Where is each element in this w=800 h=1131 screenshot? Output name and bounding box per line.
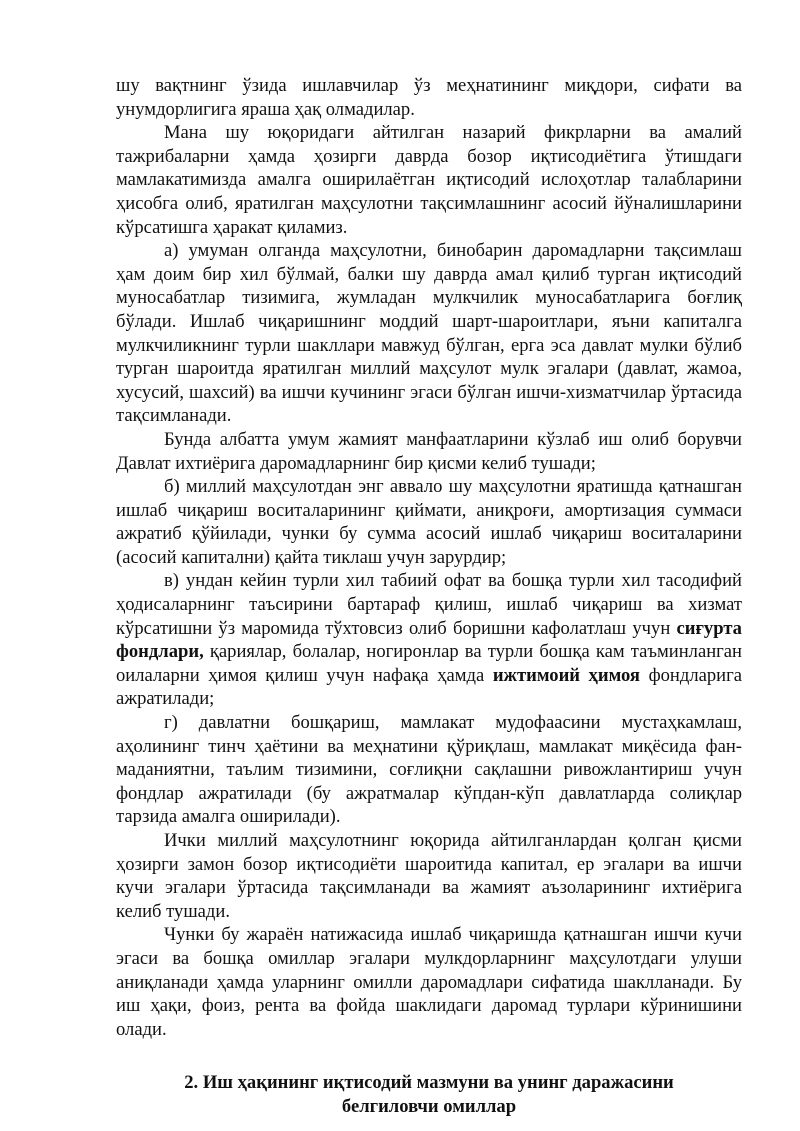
paragraph: Бунда албатта умум жамият манфаатларини кўзлаб иш олиб борувчи Давлат ихтиёрига даромадларнинг бир қисми келиб тушади; (116, 428, 742, 474)
section-heading-line: белгиловчи омиллар (341, 1095, 517, 1117)
paragraph: Ички миллий маҳсулотнинг юқорида айтилганлардан қолган қисми ҳозирги замон бозор иқтисодиёти шароитида капитал, ер эгалари ва ишчи кучи эгалари ўртасида тақсимланади ва жамият аъзоларининг ихтиёрига келиб тушади. (116, 830, 742, 922)
paragraph: шу вақтнинг ўзида ишлавчилар ўз меҳнатининг миқдори, сифати ва унумдорлигига яраша ҳақ олмадилар. (116, 75, 742, 120)
paragraph-item-a: а) умуман олганда маҳсулотни, бинобарин даромадларни тақсимлаш ҳам доим бир хил бўлмай, балки шу даврда амал қилиб турган иқтисодий муносабатлар тизимига, жумладан мулкчилик муносабатларига боғлиқ бўлади. Ишлаб чиқаришнинг моддий шарт-шароитлари, яъни капиталга мулкчиликнинг турли шакллари мавжуд бўлган, ерга эса давлат мулки бўлиб турган шароитда яратилган миллий маҳсулот мулк эгалари (давлат, жамоа, хусусий, шахсий) ва ишчи кучининг эгаси бўлган ишчи-хизматчилар ўртасида тақсимланади. (116, 240, 742, 427)
section-heading (116, 1071, 742, 1118)
bold-term-social-protection: ижтимоий ҳимоя (492, 664, 640, 686)
paragraph-text: в) ундан кейин турли хил табиий офат ва бошқа турли хил тасодифий ҳодисаларнинг таъсирини бартараф қилиш, ишлаб чиқариш ва хизмат кўрсатишни ўз маромида тўхтовсиз олиб боришни кафолатлаш учун (116, 570, 742, 639)
paragraph-item-b: б) миллий маҳсулотдан энг аввало шу маҳсулотни яратишда қатнашган ишлаб чиқариш воситаларининг қиймати, аниқроғи, амортизация суммаси ажратиб қўйилади, чунки бу сумма асосий ишлаб чиқариш воситаларини (асосий капитални) қайта тиклаш учун зарурдир; (116, 476, 742, 568)
paragraph-item-g: г) давлатни бошқариш, мамлакат мудофаасини мустаҳкамлаш, аҳолининг тинч ҳаётини ва меҳнатини қўриқлаш, мамлакат миқёсида фан-маданиятни, таълим тизимини, соғлиқни сақлашни ривожлантириш учун фондлар ажратилади (бу ажратмалар кўпдан-кўп давлатларда солиқлар тарзида амалга оширилади). (116, 712, 742, 828)
paragraph-text: фондларига ажратилади; (116, 664, 742, 710)
paragraph: Мана шу юқоридаги айтилган назарий фикрларни ва амалий тажрибаларни ҳамда ҳозирги даврда бозор иқтисодиётига ўтишдаги мамлакатимизда амалга оширилаётган иқтисодий ислоҳотлар талабларини ҳисобга олиб, яратилган маҳсулотни тақсимлашнинг асосий йўналишларини кўрсатишга ҳаракат қиламиз. (116, 122, 742, 238)
paragraph: Чунки бу жараён натижасида ишлаб чиқаришда қатнашган ишчи кучи эгаси ва бошқа омиллар эгалари мулкдорларнинг маҳсулотдаги улуши аниқланади ҳамда уларнинг омилли даромадлари сифатида шаклланади. Бу иш ҳақи, фоиз, рента ва фойда шаклидаги даромад турлари кўринишини олади. (116, 924, 742, 1040)
paragraph-item-v (116, 569, 742, 711)
bold-term-insurance-funds: сиғурта фондлари, (116, 617, 742, 663)
section-heading-line: 2. Иш ҳақининг иқтисодий мазмуни ва унинг даражасини (184, 1072, 674, 1094)
paragraph-text: қариялар, болалар, ногиронлар ва турли бошқа кам таъминланган оилаларни ҳимоя қилиш учун нафақа ҳамда (116, 641, 742, 686)
